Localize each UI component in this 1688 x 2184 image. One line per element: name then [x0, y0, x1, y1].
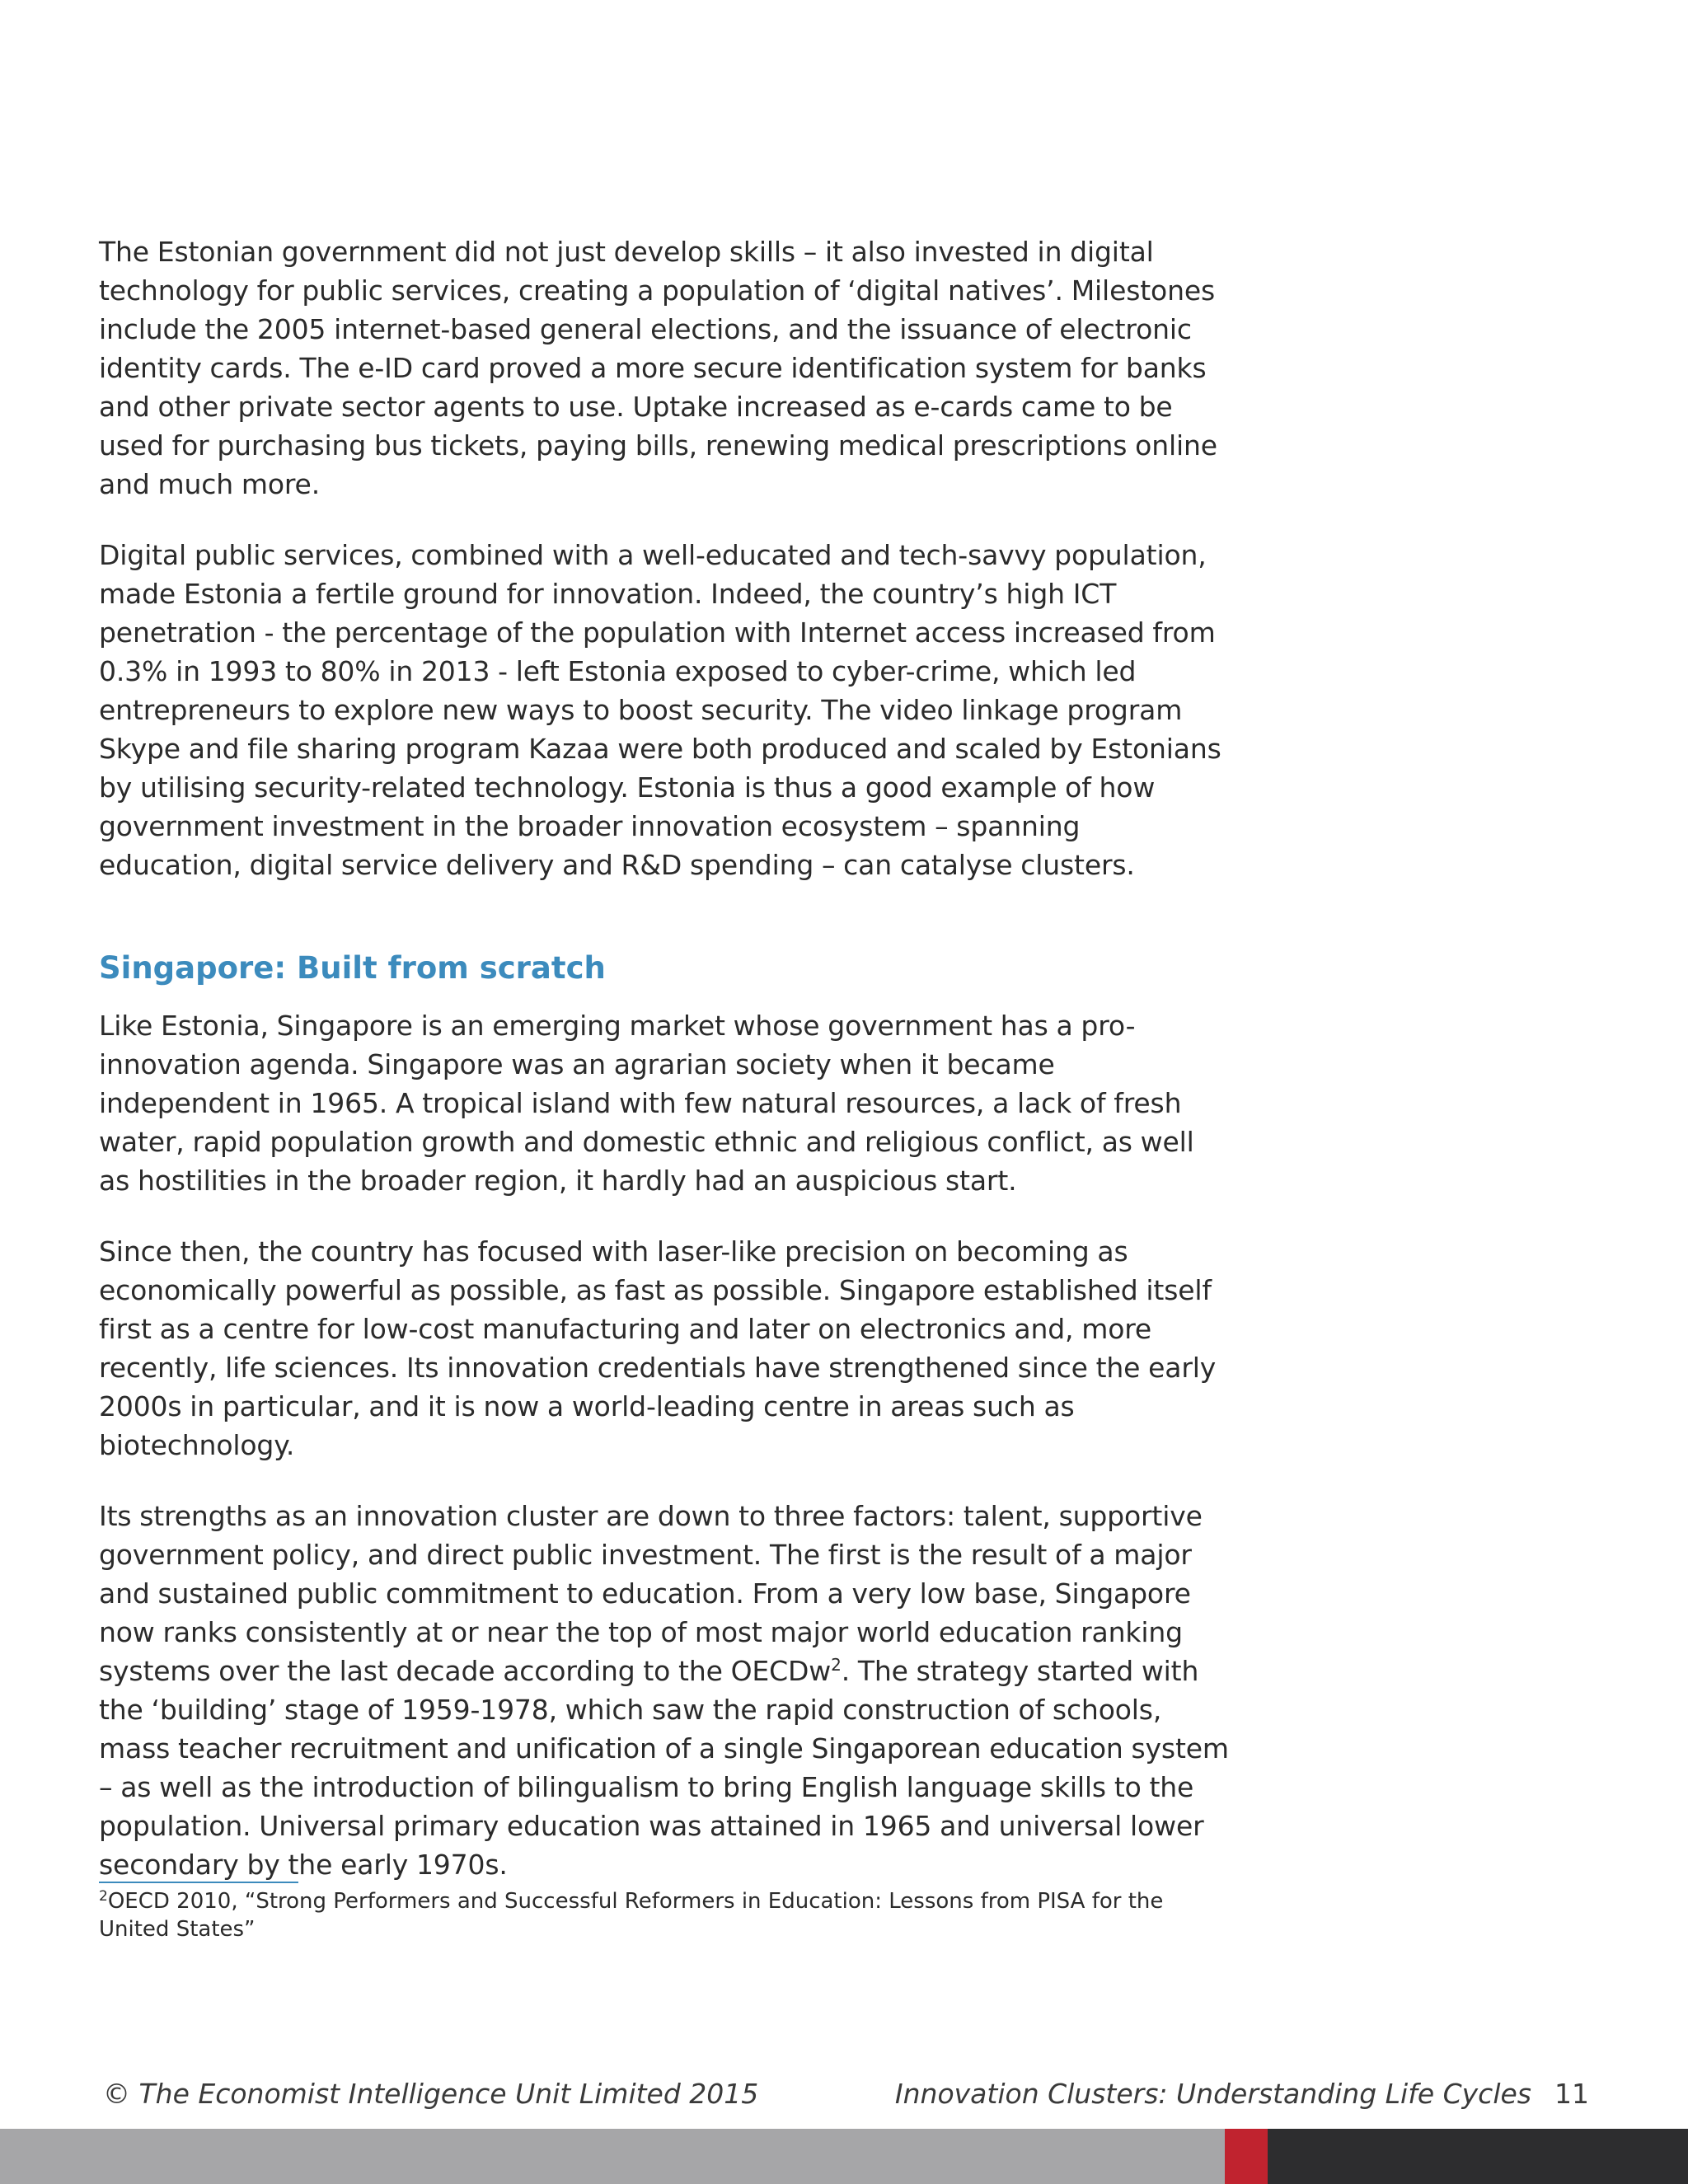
paragraph-estonia-innovation: Digital public services, combined with a well-educated and tech-savvy population, made Estonia a fertile ground for innovation. Indeed, the country’s high ICT penetration - the percentage of the population with Internet access increased from 0.3% in 1993 to 80% in 2013 - left Estonia exposed to cyber-crime, which led entrepreneurs to explore new ways to boost security. The video linkage program Skype and file sharing program Kazaa were both produced and scaled by Estonians by utilising security-related technology. Estonia is thus a good example of how government investment in the broader innovation ecosystem – spanning education, digital service delivery and R&D spending – can catalyse clusters.	[99, 539, 1221, 881]
paragraph-singapore-intro: Like Estonia, Singapore is an emerging market whose government has a pro-innovation agenda. Singapore was an agrarian society when it became independent in 1965. A tropical island with few natural resources, a lack of fresh water, rapid population growth and domestic ethnic and religious conflict, as well as hostilities in the broader region, it hardly had an auspicious start.	[99, 1010, 1194, 1197]
paragraph-singapore-strengths	[99, 1497, 1230, 1884]
footer-copyright: © The Economist Intelligence Unit Limited 2015	[103, 2078, 759, 2110]
page-number: 11	[1554, 2078, 1589, 2110]
footer-bar-dark	[1268, 2129, 1688, 2184]
paragraph-text-before-ref: Its strengths as an innovation cluster are down to three factors: talent, supportive government policy, and direct public investment. The first is the result of a major and sustained public commitment to education. From a very low base, Singapore now ranks consistently at or near the top of most major world education ranking systems over the last decade according to the OECDw	[99, 1500, 1203, 1687]
paragraph-text-after-ref: . The strategy started with the ‘building’ stage of 1959-1978, which saw the rapid construction of schools, mass teacher recruitment and unification of a single Singaporean education system – as well as the introduction of bilingualism to bring English language skills to the population. Universal primary education was attained in 1965 and universal lower secondary by the early 1970s.	[99, 1655, 1229, 1881]
paragraph-singapore-growth: Since then, the country has focused with laser-like precision on becoming as economically powerful as possible, as fast as possible. Singapore established itself first as a centre for low-cost manufacturing and later on electronics and, more recently, life sciences. Its innovation credentials have strengthened since the early 2000s in particular, and it is now a world-leading centre in areas such as biotechnology.	[99, 1235, 1217, 1461]
footnote	[99, 1887, 1170, 1943]
section-heading-singapore: Singapore: Built from scratch	[99, 950, 606, 986]
paragraph-estonia-digital: The Estonian government did not just develop skills – it also invested in digital technology for public services, creating a population of ‘digital natives’. Milestones include the 2005 internet-based general elections, and the issuance of electronic identity cards. The e-ID card proved a more secure identification system for banks and other private sector agents to use. Uptake increased as e-cards came to be used for purchasing bus tickets, paying bills, renewing medical prescriptions online and much more.	[99, 236, 1217, 500]
footnote-reference[interactable]: 2	[831, 1655, 842, 1675]
footer-bar-red-accent	[1225, 2129, 1268, 2184]
footer-report-info	[895, 2078, 1589, 2110]
body-content	[99, 232, 1230, 1916]
footnote-divider	[99, 1882, 298, 1883]
footnote-number: 2	[99, 1888, 108, 1905]
footer-bar-gray	[0, 2129, 1225, 2184]
footnote-text: OECD 2010, “Strong Performers and Successful Reformers in Education: Lessons from PISA for the United States”	[99, 1889, 1164, 1942]
footer-report-title: Innovation Clusters: Understanding Life Cycles	[894, 2078, 1531, 2110]
